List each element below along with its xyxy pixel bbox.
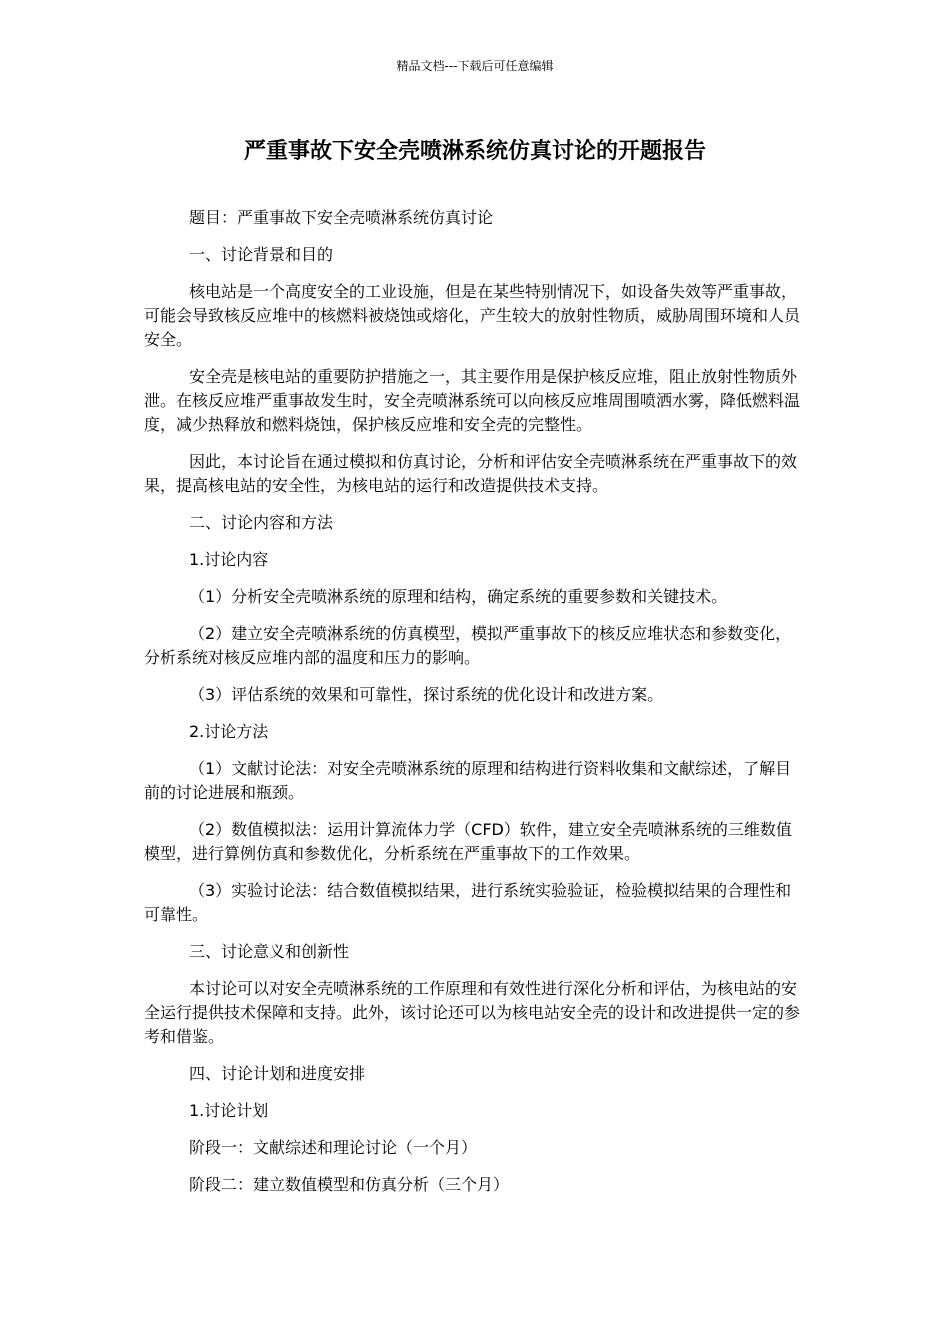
section-heading-content-methods: 二、讨论内容和方法 xyxy=(189,513,334,532)
list-item: （3）实验讨论法：结合数值模拟结果，进行系统实验验证，检验模拟结果的合理性和可靠性。 xyxy=(144,881,792,924)
subsection-heading-plan: 1.讨论计划 xyxy=(189,1101,269,1120)
paragraph: 核电站是一个高度安全的工业设施，但是在某些特别情况下，如设备失效等严重事故，可能会导致核反应堆中的核燃料被烧蚀或熔化，产生较大的放射性物质，威胁周围环境和人员安全。 xyxy=(144,282,801,349)
paragraph: 因此，本讨论旨在通过模拟和仿真讨论，分析和评估安全壳喷淋系统在严重事故下的效果，提高核电站的安全性，为核电站的运行和改造提供技术支持。 xyxy=(144,452,798,495)
subsection-heading-methods: 2.讨论方法 xyxy=(189,722,269,741)
paragraph: 安全壳是核电站的重要防护措施之一，其主要作用是保护核反应堆，阻止放射性物质外泄。在核反应堆严重事故发生时，安全壳喷淋系统可以向核反应堆周围喷洒水雾，降低燃料温度，减少热释放和燃料烧蚀，保护核反应堆和安全壳的完整性。 xyxy=(144,367,801,434)
section-heading-plan: 四、讨论计划和进度安排 xyxy=(189,1064,366,1083)
list-item: （1）文献讨论法：对安全壳喷淋系统的原理和结构进行资料收集和文献综述，了解目前的讨论进展和瓶颈。 xyxy=(144,759,792,802)
page-header: 精品文档---下载后可任意编辑 xyxy=(396,59,554,73)
plan-stage: 阶段一：文献综述和理论讨论（一个月） xyxy=(189,1138,478,1157)
paragraph: 本讨论可以对安全壳喷淋系统的工作原理和有效性进行深化分析和评估，为核电站的安全运行提供技术保障和支持。此外，该讨论还可以为核电站安全壳的设计和改进提供一定的参考和借鉴。 xyxy=(144,979,801,1046)
list-item: （1）分析安全壳喷淋系统的原理和结构，确定系统的重要参数和关键技术。 xyxy=(189,587,728,606)
document-title: 严重事故下安全壳喷淋系统仿真讨论的开题报告 xyxy=(243,139,706,164)
section-heading-significance: 三、讨论意义和创新性 xyxy=(189,942,350,961)
document-body xyxy=(144,206,806,1210)
subsection-heading-content: 1.讨论内容 xyxy=(189,550,269,569)
list-item: （2）数值模拟法：运用计算流体力学（CFD）软件，建立安全壳喷淋系统的三维数值模型，进行算例仿真和参数优化，分析系统在严重事故下的工作效果。 xyxy=(144,820,792,863)
list-item: （3）评估系统的效果和可靠性，探讨系统的优化设计和改进方案。 xyxy=(189,685,664,704)
list-item: （2）建立安全壳喷淋系统的仿真模型，模拟严重事故下的核反应堆状态和参数变化，分析系统对核反应堆内部的温度和压力的影响。 xyxy=(144,624,792,667)
plan-stage: 阶段二：建立数值模型和仿真分析（三个月） xyxy=(189,1175,510,1194)
topic-line: 题目：严重事故下安全壳喷淋系统仿真讨论 xyxy=(189,208,494,227)
section-heading-background: 一、讨论背景和目的 xyxy=(189,245,334,264)
